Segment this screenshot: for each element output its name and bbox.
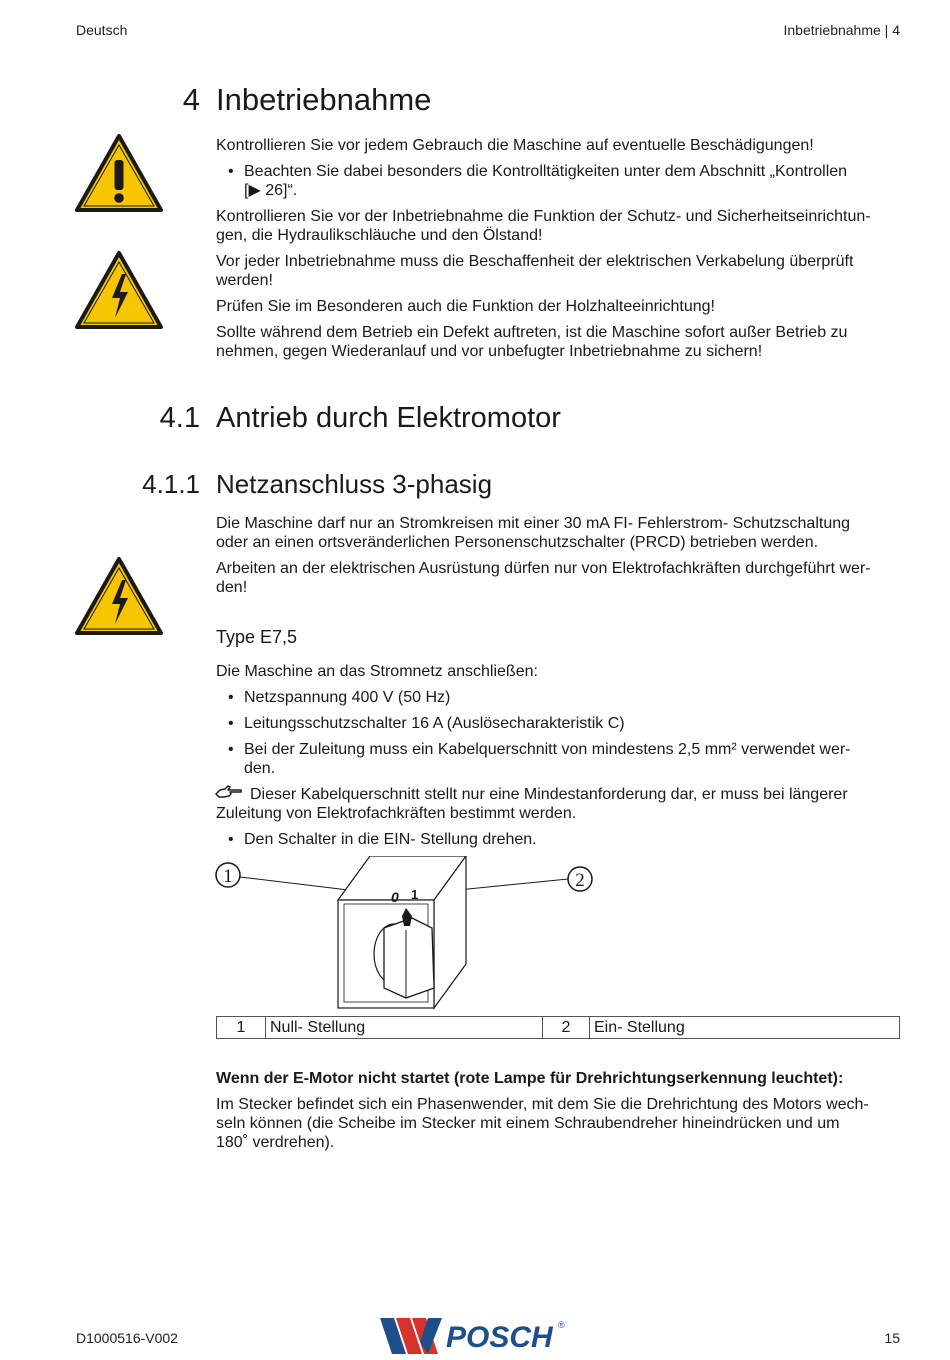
paragraph: oder an einen ortsveränderlichen Personenschutzschalter (PRCD) betrieben werden. [216,534,819,551]
section-4-1-heading [0,400,900,436]
list-item-text: Leitungsschutzschalter 16 A (Auslösecharakteristik C) [244,715,625,732]
list-item-text: Den Schalter in die EIN- Stellung drehen. [244,831,537,848]
logo-text: POSCH [446,1321,553,1354]
position-0-label: 0 [391,889,399,905]
cross-reference-link[interactable]: [▶ 26]“. [244,182,298,199]
bullet: • [228,715,234,732]
bullet: • [228,163,234,180]
position-1-label: 1 [411,887,419,902]
paragraph: Im Stecker befindet sich ein Phasenwender, mit dem Sie die Drehrichtung des Motors wech- [216,1096,869,1113]
legend-label: Ein- Stellung [590,1017,900,1039]
type-heading: Type E7,5 [216,627,298,647]
paragraph: Sollte während dem Betrieb ein Defekt auftreten, ist die Maschine sofort außer Betrieb zu [216,324,848,341]
warning-general-icon [74,133,164,213]
section-4-1-1-heading [0,469,900,499]
legend-label: Null- Stellung [266,1017,543,1039]
header-left: Deutsch [76,22,128,38]
list-item-text: den. [244,760,276,777]
posch-logo [380,1316,572,1356]
paragraph: werden! [216,272,273,289]
section-number: 4.1 [159,402,200,434]
section-title: Antrieb durch Elektromotor [216,402,561,434]
pointing-hand-icon [215,784,243,800]
paragraph: Kontrollieren Sie vor der Inbetriebnahme die Funktion der Schutz- und Sicherheitseinrichtun- [216,208,871,225]
table-row [217,1017,900,1039]
paragraph: den! [216,579,248,596]
paragraph: Arbeiten an der elektrischen Ausrüstung dürfen nur von Elektrofachkräften durchgeführt wer- [216,560,871,577]
page-number: 15 [884,1330,900,1346]
paragraph: nehmen, gegen Wiederanlauf und vor unbefugter Inbetriebnahme zu sichern! [216,343,763,360]
section-4-heading [0,82,900,118]
note-text: Zuleitung von Elektrofachkräften bestimmt werden. [216,805,577,822]
legend-number: 2 [543,1017,590,1039]
document-id: D1000516-V002 [76,1330,178,1346]
main-switch-figure [212,856,602,1012]
header-right: Inbetriebnahme | 4 [783,22,900,38]
paragraph: Die Maschine darf nur an Stromkreisen mit einer 30 mA FI- Fehlerstrom- Schutzschaltung [216,515,851,532]
list-item-text: Bei der Zuleitung muss ein Kabelquerschnitt von mindestens 2,5 mm² verwendet wer- [244,741,851,758]
legend-number: 1 [217,1017,266,1039]
section-number: 4 [182,82,200,117]
section-title: Inbetriebnahme [216,82,432,117]
section-title: Netzanschluss 3-phasig [216,469,493,499]
warning-electric-icon [74,556,164,636]
bullet: • [228,741,234,758]
paragraph: seln können (die Scheibe im Stecker mit einem Schraubendreher hineindrücken und um [216,1115,840,1132]
paragraph: Die Maschine an das Stromnetz anschließen: [216,663,538,680]
bullet: • [228,689,234,706]
paragraph: Prüfen Sie im Besonderen auch die Funktion der Holzhalteeinrichtung! [216,298,715,315]
warning-electric-icon [74,250,164,330]
bullet: • [228,831,234,848]
paragraph: Vor jeder Inbetriebnahme muss die Beschaffenheit der elektrischen Verkabelung überprüft [216,253,854,270]
paragraph: Kontrollieren Sie vor jedem Gebrauch die Maschine auf eventuelle Beschädigungen! [216,137,814,154]
section-number: 4.1.1 [142,469,200,499]
paragraph: gen, die Hydraulikschläuche und den Ölstand! [216,227,543,244]
note-text: Dieser Kabelquerschnitt stellt nur eine Mindestanforderung dar, er muss bei längerer [250,786,848,803]
callout-2-label: 2 [575,870,585,891]
legend-table [216,1016,900,1039]
list-item-text: Netzspannung 400 V (50 Hz) [244,689,451,706]
paragraph: 180˚ verdrehen). [216,1134,335,1151]
registered-mark: ® [558,1320,565,1330]
motor-heading: Wenn der E-Motor nicht startet (rote Lampe für Drehrichtungserkennung leuchtet): [216,1070,844,1087]
callout-1-label: 1 [223,866,233,887]
list-item-text: Beachten Sie dabei besonders die Kontrolltätigkeiten unter dem Abschnitt „Kontrollen [244,163,848,180]
